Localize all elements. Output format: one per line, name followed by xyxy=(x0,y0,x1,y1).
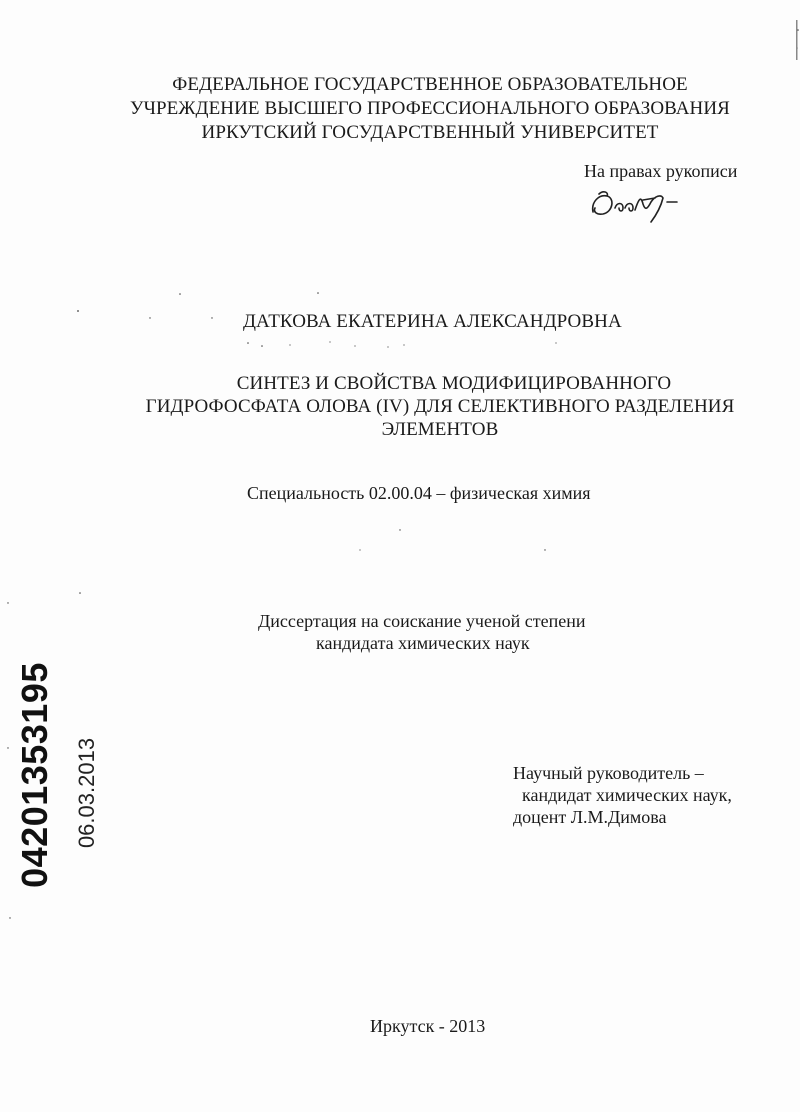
title-line-2: ГИДРОФОСФАТА ОЛОВА (IV) ДЛЯ СЕЛЕКТИВНОГО РАЗДЕЛЕНИЯ xyxy=(145,396,735,417)
advisor-line-1: Научный руководитель – xyxy=(513,763,704,783)
dissertation-title xyxy=(0,372,800,441)
title-line-1: СИНТЕЗ И СВОЙСТВА МОДИФИЦИРОВАННОГО xyxy=(236,373,672,394)
degree-line-1: Диссертация на соискание ученой степени xyxy=(258,611,586,631)
author-name: ДАТКОВА ЕКАТЕРИНА АЛЕКСАНДРОВНА xyxy=(243,311,622,332)
institution-line-1: ФЕДЕРАЛЬНОЕ ГОСУДАРСТВЕННОЕ ОБРАЗОВАТЕЛЬНОЕ xyxy=(172,74,688,95)
stamp-date-text: 06.03.2013 xyxy=(74,737,99,849)
advisor-line-2: кандидат химических наук, xyxy=(522,785,732,805)
institution-header xyxy=(0,73,800,145)
specialty: Специальность 02.00.04 – физическая химия xyxy=(247,483,591,503)
institution-line-3: ИРКУТСКИЙ ГОСУДАРСТВЕННЫЙ УНИВЕРСИТЕТ xyxy=(201,122,659,143)
institution-line-2: УЧРЕЖДЕНИЕ ВЫСШЕГО ПРОФЕССИОНАЛЬНОГО ОБРАЗОВАНИЯ xyxy=(130,98,730,119)
stamp-number-text: 04201353195 xyxy=(14,662,55,888)
manuscript-note: На правах рукописи xyxy=(584,161,738,181)
degree-block xyxy=(258,610,585,654)
library-stamp-number xyxy=(4,660,66,890)
handwritten-signature xyxy=(585,182,695,226)
advisor-line-3: доцент Л.М.Димова xyxy=(513,807,667,827)
city-year: Иркутск - 2013 xyxy=(370,1016,486,1036)
title-line-3: ЭЛЕМЕНТОВ xyxy=(381,419,499,440)
degree-line-2: кандидата химических наук xyxy=(316,633,530,653)
library-stamp-date xyxy=(72,730,102,856)
advisor-block xyxy=(513,762,732,828)
